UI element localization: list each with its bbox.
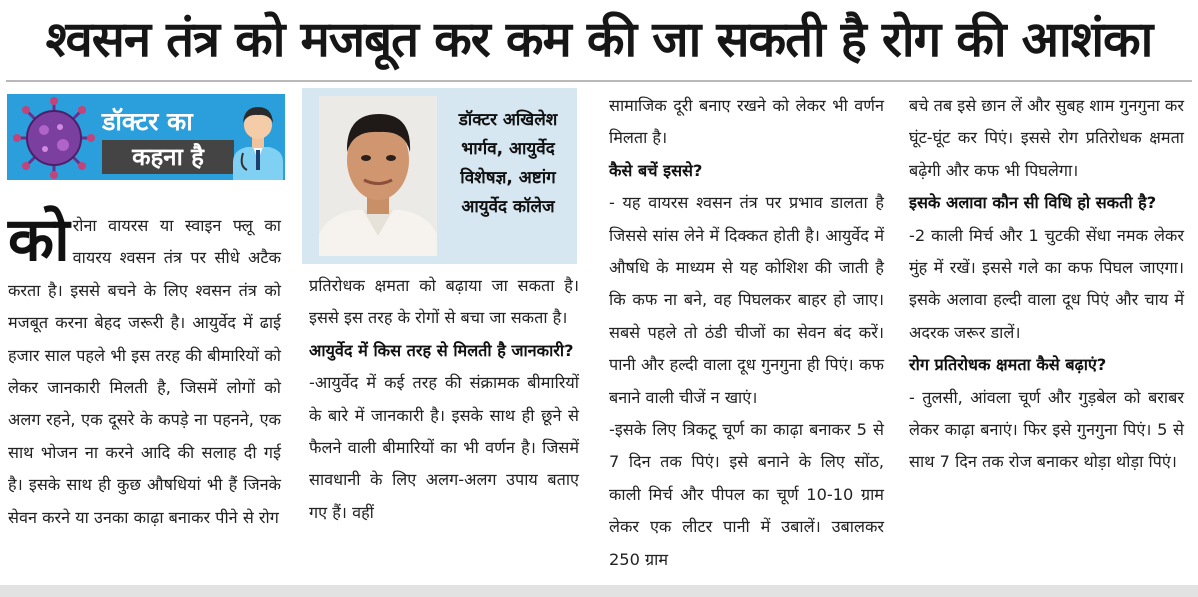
column-2-subheading: आयुर्वेद में किस तरह से मिलती है जानकारी? [309,340,574,360]
column-3-subheading: कैसे बचें इससे? [609,160,703,180]
doctor-photo [319,96,437,256]
column-4-subheading-1: इसके अलावा कौन सी विधि हो सकती है? [909,193,1157,213]
doctor-says-badge [7,94,285,180]
badge-title-line1: डॉक्टर का [102,107,193,136]
article-column-2 [309,270,579,529]
headline-divider [6,80,1192,82]
column-3-paragraph-2: - यह वायरस श्वसन तंत्र पर प्रभाव डालता है जिससे सांस लेने में दिक्कत होती है। आयुर्वेद में औषधि के माध्यम से यह कोशिश की जाती है कि कफ ना बने, वह पिघलकर बाहर हो जाए। सबसे पहले तो ठंडी चीजों का सेवन बंद करें। पानी और हल्दी वाला दूध गुनगुना ही पिएं। कफ बनाने वाली चीजें न खाएं। [609,193,884,407]
expert-profile-card [302,88,577,264]
article-column-3 [609,90,884,576]
headline: श्वसन तंत्र को मजबूत कर कम की जा सकती है रोग की आशंका [45,11,1153,68]
column-4-paragraph-2: -2 काली मिर्च और 1 चुटकी सेंधा नमक लेकर मुंह में रखें। इससे गले का कफ पिघल जाएगा। इसके अलावा हल्दी वाला दूध पिएं और चाय में अदरक जरूर डालें। [909,225,1184,342]
column-2-paragraph-2: -आयुर्वेद में कई तरह की संक्रामक बीमारियों के बारे में जानकारी है। इसके साथ ही छूने से फैलने वाली बीमारियों का भी वर्णन है। जिसमें सावधानी के लिए अलग-अलग उपाय बताए गए हैं। वहीं [309,373,579,522]
drop-cap: को [8,205,70,275]
column-1-text: रोना वायरस या स्वाइन फ्लू का वायरय श्वसन तंत्र पर सीधे अटैक करता है। इससे बचने के लिए श्वसन तंत्र को मजबूत करना बेहद जरूरी है। आयुर्वेद में ढाई हजार साल पहले भी इस तरह की बीमारियों को लेकर जानकारी मिलती है, जिसमें लोगों को अलग रहने, एक दूसरे के कपड़े ना पहनने, एक साथ भोजन ना करने आदि की सलाह दी गई है। इसके साथ ही कुछ औषधियां भी हैं जिनके सेवन करने या उनका काढ़ा बनाकर पीने से रोग [8,216,281,527]
column-4-paragraph-3: - तुलसी, आंवला चूर्ण और गुड़बेल को बराबर लेकर काढ़ा बनाएं। फिर इसे गुनगुना पिएं। 5 से साथ 7 दिन तक रोज बनाकर थोड़ा थोड़ा पिएं। [909,387,1184,472]
article-column-4 [909,90,1184,479]
badge-title-line2: कहना है [102,140,234,174]
column-4-paragraph-1: बचे तब इसे छान लें और सुबह शाम गुनगुना कर घूंट-घूंट कर पिएं। इससे रोग प्रतिरोधक क्षमता बढ़ेगी और कफ भी पिघलेगा। [909,96,1184,180]
bottom-margin [0,585,1198,597]
column-3-paragraph-1: सामाजिक दूरी बनाए रखने को लेकर भी वर्णन मिलता है। [609,96,884,148]
column-2-paragraph-1: प्रतिरोधक क्षमता को बढ़ाया जा सकता है। इससे इस तरह के रोगों से बचा जा सकता है। [309,276,579,328]
column-4-subheading-2: रोग प्रतिरोधक क्षमता कैसे बढ़ाएं? [909,355,1107,375]
virus-icon [13,97,95,179]
article-column-1 [8,205,281,534]
column-3-paragraph-3: -इसके लिए त्रिकटू चूर्ण का काढ़ा बनाकर 5 से 7 दिन तक पिएं। इसे बनाने के लिए सोंठ, काली मिर्च और पीपल का चूर्ण 10-10 ग्राम लेकर एक लीटर पानी में उबालें। उबालकर 250 ग्राम [609,420,884,569]
expert-name: डॉक्टर अखिलेश भार्गव, आयुर्वेद विशेषज्ञ, अष्टांग आयुर्वेद कॉलेज [458,110,558,217]
doctor-avatar-icon [231,98,285,180]
